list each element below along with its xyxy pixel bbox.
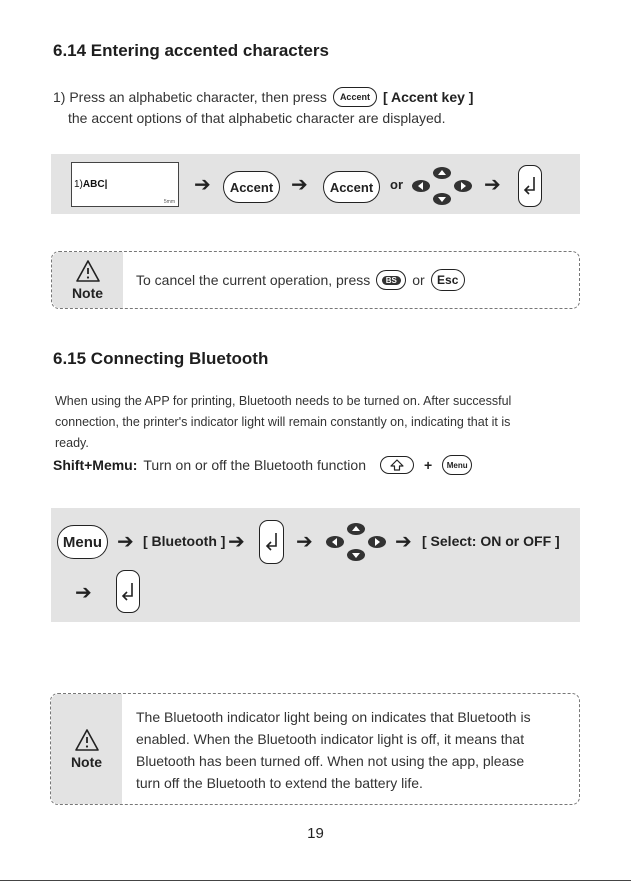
shift-arrow-icon <box>380 456 414 474</box>
arrow-right-icon: ➔ <box>296 531 313 553</box>
lcd-size-label: 5mm <box>163 199 175 205</box>
arrow-right-icon: ➔ <box>228 531 245 553</box>
dpad-icon <box>411 165 473 207</box>
accent-key: Accent <box>323 171 380 203</box>
bluetooth-menu-item: [ Bluetooth ] <box>143 533 226 549</box>
step-prefix: 1) Press an alphabetic character, then press <box>53 89 327 105</box>
note-sidebar <box>52 252 123 308</box>
bottom-rule <box>0 880 631 881</box>
enter-key-icon <box>116 570 140 613</box>
para-line-3: ready. <box>55 436 89 450</box>
arrow-right-icon: ➔ <box>395 531 412 553</box>
arrow-right-icon: ➔ <box>117 531 134 553</box>
select-on-off: [ Select: ON or OFF ] <box>422 533 560 549</box>
section-615-paragraph <box>55 391 511 454</box>
note-1-or: or <box>412 272 425 288</box>
accent-key-small: Accent <box>333 87 377 107</box>
lcd-prefix: 1) <box>74 179 83 190</box>
note-2-line-3: Bluetooth has been turned off. When not using the app, please <box>136 753 525 769</box>
note-2-line-1: The Bluetooth indicator light being on indicates that Bluetooth is <box>136 709 531 725</box>
bs-key-label: BS <box>382 276 401 285</box>
note-2-line-4: turn off the Bluetooth to extend the battery life. <box>136 775 423 791</box>
section-614-title: 6.14 Entering accented characters <box>53 41 329 60</box>
plus-sign: + <box>423 457 433 473</box>
warning-icon <box>75 259 101 283</box>
accent-key-label: [ Accent key ] <box>382 89 474 105</box>
lcd-screen <box>71 162 179 207</box>
step-line-1 <box>53 87 473 107</box>
note-1-text <box>136 269 465 291</box>
shift-menu-line <box>53 455 472 475</box>
arrow-right-icon: ➔ <box>194 174 211 196</box>
step-line-2: the accent options of that alphabetic character are displayed. <box>68 110 446 126</box>
note-2-text <box>136 706 531 794</box>
note-2-line-2: enabled. When the Bluetooth indicator light is off, it means that <box>136 731 525 747</box>
arrow-right-icon: ➔ <box>484 174 501 196</box>
note-1-prefix: To cancel the current operation, press <box>136 272 371 288</box>
arrow-right-icon: ➔ <box>291 174 308 196</box>
menu-key: Menu <box>57 525 108 559</box>
shift-menu-desc: Turn on or off the Bluetooth function <box>143 457 366 473</box>
note-box-2 <box>50 693 580 805</box>
or-text: or <box>390 177 403 192</box>
para-line-2: connection, the printer's indicator light will remain constantly on, indicating that it is <box>55 415 511 429</box>
dpad-icon <box>325 521 387 563</box>
bs-key <box>376 270 406 290</box>
note-label: Note <box>71 285 104 301</box>
accent-key: Accent <box>223 171 280 203</box>
warning-icon <box>74 728 100 752</box>
note-label: Note <box>70 754 103 770</box>
enter-key-icon <box>518 165 542 207</box>
page-number: 19 <box>307 825 324 842</box>
arrow-right-icon: ➔ <box>75 582 92 604</box>
lcd-value: ABC| <box>82 179 108 190</box>
enter-key-icon <box>259 520 284 564</box>
note-sidebar <box>51 694 122 804</box>
menu-key-small: Menu <box>442 455 472 475</box>
esc-key: Esc <box>431 269 465 291</box>
note-box-1 <box>51 251 580 309</box>
shift-menu-label: Shift+Memu: <box>53 457 138 473</box>
section-615-title: 6.15 Connecting Bluetooth <box>53 349 269 368</box>
para-line-1: When using the APP for printing, Bluetooth needs to be turned on. After successful <box>55 394 512 408</box>
